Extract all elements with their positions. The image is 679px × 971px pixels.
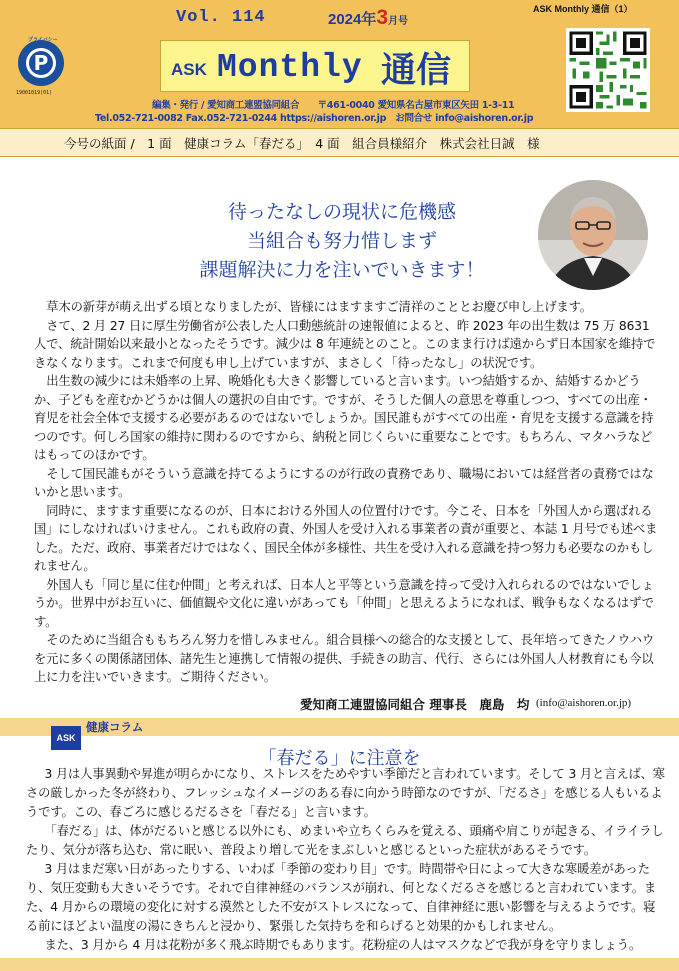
article-signature: 愛知商工連盟協同組合 理事長 鹿島 均	[300, 697, 530, 712]
page-label: ASK Monthly 通信（1）	[533, 4, 633, 14]
column-paragraph: 「春だる」は、体がだるいと感じる以外にも、めまいや立ちくらみを覚える、頭痛や肩こりが起きる、イライラしたり、気分が落ち込む、常に眠い、普段より増して光をまぶしいと感じるといった症状があるそうです。	[26, 824, 664, 857]
masthead	[0, 0, 679, 128]
article-paragraph: 同時に、ますます重要になるのが、日本における外国人の位置付けです。今こそ、日本を「外国人から選ばれる国」にしなければいけません。これも政府の責、外国人を受け入れる事業者の責が重要と、本誌 1 月号でも述べました。ただ、政府、事業者だけではなく、国民全体が多様性、共生を受け入れる意識を持つ努力も必要なのかもしれません。	[34, 503, 658, 573]
publisher-line-2: Tel.052-721-0082 Fax.052-721-0244 https://aishoren.or.jp お問合せ info@aishoren.or.jp	[95, 113, 534, 124]
column-title: 「春だる」に注意を	[258, 748, 421, 769]
headline-line: 当組合も努力惜しまず	[246, 230, 437, 252]
title-tsushin: 通信	[381, 51, 452, 91]
article-headline	[162, 198, 522, 285]
table-of-contents: 今号の紙面 / 1 面 健康コラム「春だる」 4 面 組合員様紹介 株式会社日誠 様	[0, 128, 679, 157]
privacy-mark-caption: プライバシー	[28, 37, 58, 43]
qr-code[interactable]	[566, 28, 650, 112]
title-ask: ASK	[171, 60, 207, 79]
newsletter-title	[160, 40, 470, 92]
article-paragraph: そして国民誰もがそういう意識を持てるようにするのが行政の責務であり、職場においては経営者の責務ではないかと思います。	[34, 466, 654, 499]
column-paragraph: 3 月は人事異動や昇進が明らかになり、ストレスをためやすい季節だと言われています。そして 3 月と言えば、寒さの厳しかった冬が終わり、フレッシュなイメージのある春に向かう時節なのですが、「だるさ」を感じる人もいるようです。この、春ごろに感じるだるさを「春だる」と言います。	[26, 767, 665, 819]
article-paragraph: さて、2 月 27 日に厚生労働省が公表した人口動態統計の速報値によると、昨 2023 年の出生数は 75 万 8631 人で、統計開始以来最小となったそうです。減少は 8 年連続とのこと。このまま行けば遠からず日本国家を維持できなくなります。これまで何度も申し上げていますが、まさしく「待ったなし」の状況です。	[34, 318, 656, 370]
column-body	[26, 765, 666, 955]
article-paragraph: 出生数の減少には未婚率の上昇、晩婚化も大きく影響していると言います。いつ結婚するか、結婚するかどうか、子どもを産むかどうかは個人の選択の自由です。ですが、そうした個人の意思を尊重しつつ、すべての出産・育児を社会全体で支援する必要があるのではないでしょうか。国民誰もがすべての出産・育児を支援する意識を持つのです。何しろ国家の維持に関わるのですから、納税と同じくらいに重要なことです。もちろん、マタハラなどはもってのほかです。	[34, 374, 654, 462]
headline-line: 待ったなしの現状に危機感	[227, 201, 456, 223]
article-body	[34, 298, 662, 687]
privacy-mark-number: 19001019(01)	[16, 90, 53, 96]
footer-band	[0, 958, 679, 971]
column-paragraph: 3 月はまだ寒い日があったりする、いわば「季節の変わり目」です。時間帯や日によって大きな寒暖差があったり、気圧変動も大きいそうです。それで自律神経のバランスが崩れ、何となくだるさを感じると言われています。また、4 月からの環境の変化に対する漠然とした不安がストレスになって、自律神経に悪い影響を与えるようです。寝る前にほどよい温度の湯にきちんと浸かり、緊張した気持ちを和らげると効果的かもしれません。	[26, 862, 657, 933]
article-paragraph: 外国人も「同じ星に住む仲間」と考えれば、日本人と平等という意識を持って受け入れられるのではないでしょうか。世界中がお互いに、価値観や文化に違いがあっても「仲間」と思えるようになれば、戦争もなくなるはずです。	[34, 577, 654, 629]
privacy-mark-logo: P	[18, 40, 64, 86]
issue-month: 3	[376, 6, 389, 29]
volume-number: Vol. 114	[176, 8, 266, 27]
title-monthly: Monthly	[217, 49, 363, 86]
ask-logo: ASK	[51, 726, 81, 750]
article-paragraph: 草木の新芽が萌え出ずる頃となりましたが、皆様にはますますご清祥のこととお慶び申し上げます。	[46, 300, 592, 314]
issue-date: 2024年3月号	[328, 6, 409, 29]
signature-email[interactable]: (info@aishoren.or.jp)	[536, 697, 632, 709]
column-name: 健康コラム	[86, 720, 144, 734]
chairman-portrait	[538, 180, 648, 290]
headline-line: 課題解決に力を注いでいきます！	[199, 259, 485, 281]
column-paragraph: また、3 月から 4 月は花粉が多く飛ぶ時期でもあります。花粉症の人はマスクなどで我が身を守りましょう。	[44, 938, 641, 952]
article-paragraph: そのために当組合ももちろん努力を惜しみません。組合員様への総合的な支援として、長年培ってきたノウハウを元に多くの関係諸団体、諸先生と連携して情報の提供、手続きの助言、代行、さらには外国人人材教育にも今以上に力を注いでいきます。ご期待ください。	[34, 633, 655, 684]
publisher-line-1: 編集・発行 / 愛知商工連盟協同組合 〒461-0040 愛知県名古屋市東区矢田 1-3-11	[152, 100, 515, 111]
